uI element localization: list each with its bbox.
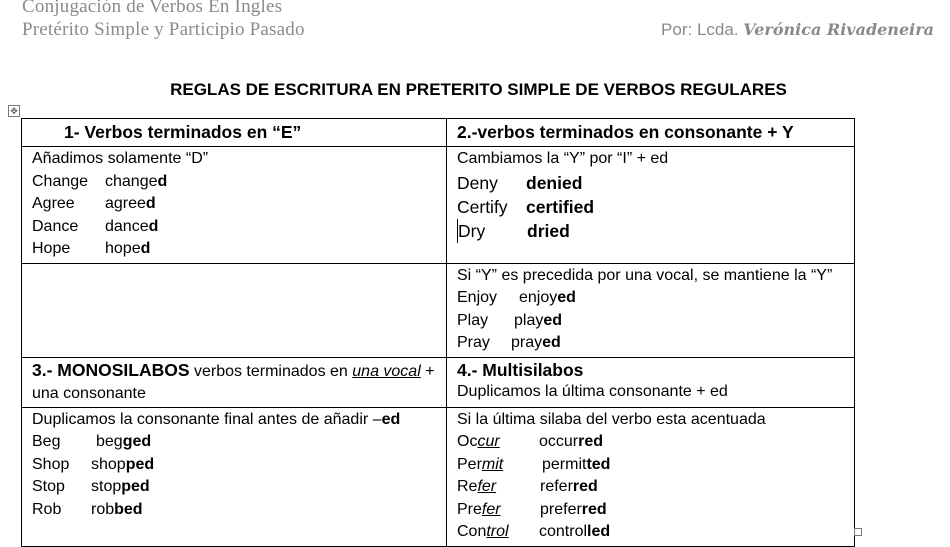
table-row — [22, 407, 855, 546]
section-2-rule-2: Si “Y” es precedida por una vocal, se mantiene la “Y” — [457, 266, 833, 284]
rules-table — [21, 118, 855, 547]
list-item: Stop stopped — [32, 478, 150, 495]
section-1-heading: 1- Verbos terminados en “E” — [22, 119, 447, 147]
section-4-rule: Si la última silaba del verbo esta acentuada — [457, 410, 766, 428]
empty-cell — [22, 263, 447, 357]
section-2-rule: Cambiamos la “Y” por “I” + ed — [457, 150, 669, 167]
list-item: Shop shopped — [32, 455, 155, 473]
table-move-handle-icon[interactable]: ✥ — [8, 105, 20, 117]
header-title-line-1: Conjugación de Verbos En Ingles — [22, 0, 283, 17]
list-item: Dance danced — [32, 217, 159, 235]
list-item: Pray prayed — [457, 334, 561, 351]
table-row — [22, 263, 855, 357]
author-prefix: Por: Lcda. — [661, 20, 739, 39]
section-3-body — [22, 407, 447, 546]
section-1-body — [22, 147, 447, 264]
section-3-heading: 3.- MONOSILABOS verbos terminados en una vocal + una consonante — [22, 357, 447, 407]
list-item: Rob robbed — [32, 500, 143, 518]
list-item: Deny denied — [457, 172, 583, 193]
list-item: Occur occurred — [457, 433, 604, 450]
list-item: Enjoy enjoyed — [457, 289, 576, 306]
section-4-heading: 4.- Multisilabos — [457, 359, 584, 380]
list-item: Hope hoped — [32, 240, 151, 257]
section-1-rule: Añadimos solamente “D” — [32, 150, 209, 167]
list-item: Control controlled — [457, 523, 611, 540]
author-name: Verónica Rivadeneira — [743, 20, 934, 39]
section-4-heading-cell — [447, 357, 855, 407]
section-4-body — [447, 407, 855, 546]
section-2-heading: 2.-verbos terminados en consonante + Y — [447, 119, 855, 147]
header-title-line-2: Pretérito Simple y Participio Pasado — [22, 19, 305, 40]
list-item: Change changed — [32, 172, 168, 190]
table-resize-handle[interactable] — [854, 528, 862, 536]
section-3-rule: Duplicamos la consonante final antes de añadir –ed — [32, 410, 401, 428]
author-credit — [661, 20, 934, 40]
list-item: Refer referred — [457, 478, 598, 495]
list-item: Agree agreed — [32, 195, 156, 212]
section-2-vowel-body — [447, 263, 855, 357]
list-item: Beg begged — [32, 433, 152, 450]
list-item: Certify certified — [457, 196, 595, 217]
list-item: Play played — [457, 311, 563, 329]
list-item: Permit permitted — [457, 455, 611, 473]
section-4-subheading: Duplicamos la última consonante + ed — [457, 383, 728, 400]
list-item: Dry dried — [458, 220, 570, 241]
table-row — [22, 357, 855, 407]
document-title: REGLAS DE ESCRITURA EN PRETERITO SIMPLE DE VERBOS REGULARES — [170, 80, 787, 99]
table-row — [22, 119, 855, 147]
section-2-body — [447, 147, 855, 264]
table-row — [22, 147, 855, 264]
list-item: Prefer preferred — [457, 500, 607, 518]
